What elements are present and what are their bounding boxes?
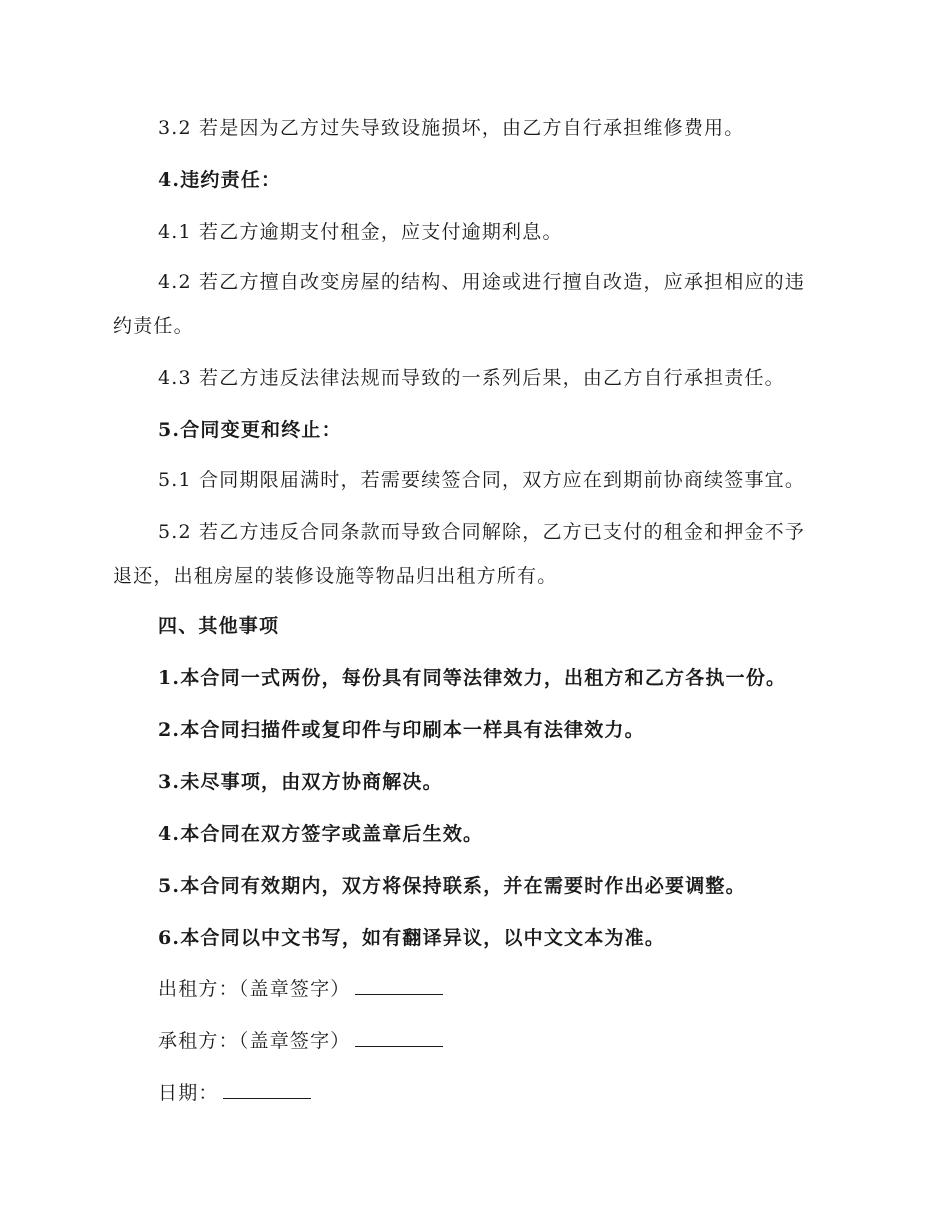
date-blank [223, 1080, 311, 1099]
clause-4-1: 4.1 若乙方逾期支付租金，应支付逾期利息。 [158, 221, 563, 243]
lessee-signature-blank [355, 1028, 443, 1047]
clause-4-2-line-2: 约责任。 [113, 315, 194, 337]
heading-breach-liability: 4.违约责任： [158, 169, 282, 191]
lessor-signature-blank [355, 976, 443, 995]
other-item-1: 1.本合同一式两份，每份具有同等法律效力，出租方和乙方各执一份。 [158, 667, 787, 689]
clause-4-2-line-1: 4.2 若乙方擅自改变房屋的结构、用途或进行擅自改造，应承担相应的违 [158, 271, 806, 293]
date-row [158, 1080, 311, 1105]
clause-5-2-line-2: 退还，出租房屋的装修设施等物品归出租方所有。 [113, 565, 558, 587]
other-item-5: 5.本合同有效期内，双方将保持联系，并在需要时作出必要调整。 [158, 875, 746, 897]
heading-contract-change: 5.合同变更和终止： [158, 419, 342, 441]
clause-5-1: 5.1 合同期限届满时，若需要续签合同，双方应在到期前协商续签事宜。 [158, 469, 806, 491]
clause-3-2: 3.2 若是因为乙方过失导致设施损坏，由乙方自行承担维修费用。 [158, 117, 745, 139]
other-item-2: 2.本合同扫描件或复印件与印刷本一样具有法律效力。 [158, 719, 645, 741]
other-item-4: 4.本合同在双方签字或盖章后生效。 [158, 823, 484, 845]
date-label: 日期： [158, 1082, 219, 1104]
clause-5-2-line-1: 5.2 若乙方违反合同条款而导致合同解除，乙方已支付的租金和押金不予 [158, 521, 806, 543]
lessor-label: 出租方：（盖章签字） [158, 978, 351, 1000]
other-item-3: 3.未尽事项，由双方协商解决。 [158, 771, 443, 793]
section-other-matters: 四、其他事项 [158, 615, 280, 637]
lessee-signature-row [158, 1028, 443, 1053]
lessee-label: 承租方：（盖章签字） [158, 1030, 351, 1052]
other-item-6: 6.本合同以中文书写，如有翻译异议，以中文文本为准。 [158, 927, 666, 949]
lessor-signature-row [158, 976, 443, 1001]
clause-4-3: 4.3 若乙方违反法律法规而导致的一系列后果，由乙方自行承担责任。 [158, 367, 785, 389]
